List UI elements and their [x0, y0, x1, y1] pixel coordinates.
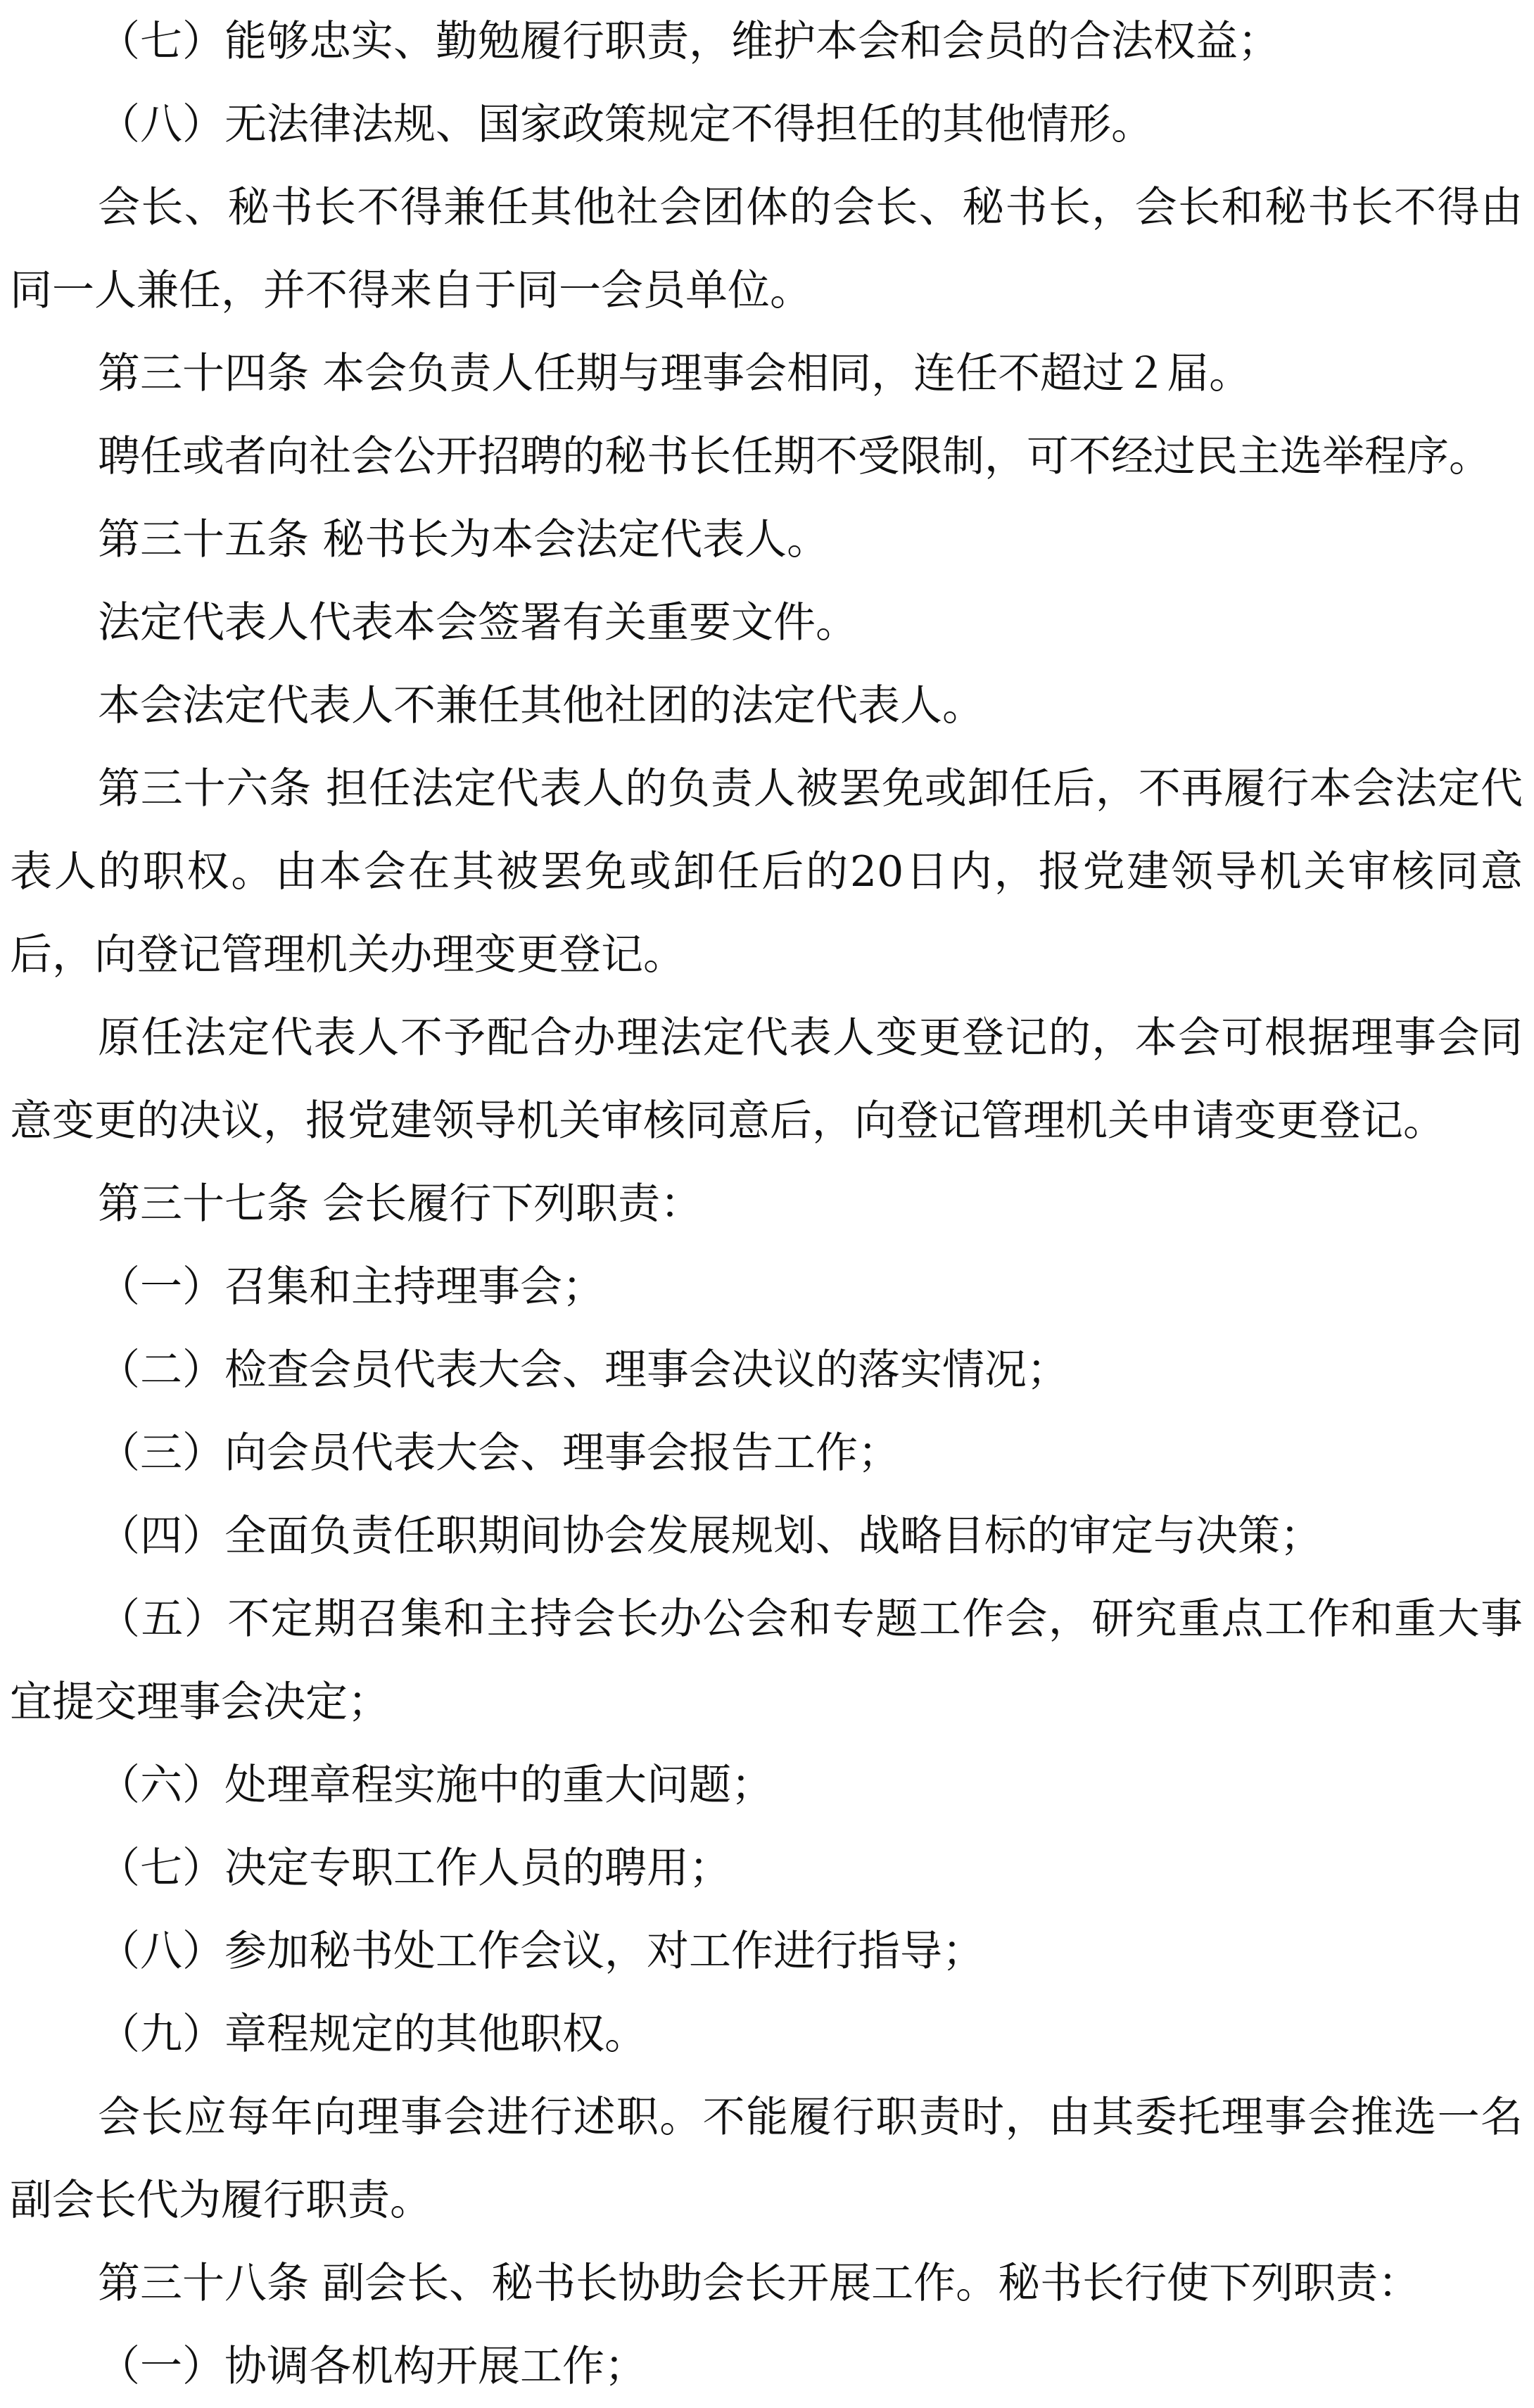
- duty-item-2: （二）检查会员代表大会、理事会决议的落实情况；: [98, 1345, 1069, 1395]
- paragraph-legal-rep-signing: 法定代表人代表本会签署有关重要文件。: [98, 598, 858, 647]
- paragraph-concurrent-post-rule: 会长、秘书长不得兼任其他社会团体的会长、秘书长，会长和秘书长不得由同一人兼任，并不得来自于同一会员单位。: [10, 183, 1523, 315]
- article-38: 第三十八条 副会长、秘书长协助会长开展工作。秘书长行使下列职责：: [98, 2259, 1421, 2308]
- paragraph-item-7: （七）能够忠实、勤勉履行职责，维护本会和会员的合法权益；: [98, 17, 1280, 66]
- duty-item-8: （八）参加秘书处工作会议，对工作进行指导；: [98, 1927, 984, 1976]
- paragraph-secretary-term: 聘任或者向社会公开招聘的秘书长任期不受限制，可不经过民主选举程序。: [98, 432, 1491, 481]
- paragraph-legal-rep-change: 原任法定代表人不予配合办理法定代表人变更登记的，本会可根据理事会同意变更的决议，报党建领导机关审核同意后，向登记管理机关申请变更登记。: [10, 1013, 1523, 1146]
- document-body: [10, 0, 1523, 2408]
- duty-item-5: （五）不定期召集和主持会长办公会和专题工作会，研究重点工作和重大事宜提交理事会决定；: [10, 1595, 1523, 1727]
- duty-item-7: （七）决定专职工作人员的聘用；: [98, 1844, 731, 1893]
- duty-item-3: （三）向会员代表大会、理事会报告工作；: [98, 1428, 900, 1478]
- paragraph-president-report: 会长应每年向理事会进行述职。不能履行职责时，由其委托理事会推选一名副会长代为履行职责。: [10, 2093, 1523, 2225]
- paragraph-legal-rep-no-concurrent: 本会法定代表人不兼任其他社团的法定代表人。: [98, 681, 984, 730]
- paragraph-item-8: （八）无法律法规、国家政策规定不得担任的其他情形。: [98, 100, 1153, 149]
- article-34: 第三十四条 本会负责人任期与理事会相同，连任不超过２届。: [98, 349, 1252, 398]
- secretary-duty-item-1: （一）协调各机构开展工作；: [98, 2342, 647, 2391]
- duty-item-4: （四）全面负责任职期间协会发展规划、战略目标的审定与决策；: [98, 1512, 1322, 1561]
- duty-item-9: （九）章程规定的其他职权。: [98, 2010, 647, 2059]
- article-35: 第三十五条 秘书长为本会法定代表人。: [98, 515, 830, 564]
- article-37: 第三十七条 会长履行下列职责：: [98, 1179, 703, 1229]
- article-36: 第三十六条 担任法定代表人的负责人被罢免或卸任后，不再履行本会法定代表人的职权。由本会在其被罢免或卸任后的20日内，报党建领导机关审核同意后，向登记管理机关办理变更登记。: [10, 764, 1523, 980]
- duty-item-1: （一）召集和主持理事会；: [98, 1262, 604, 1312]
- duty-item-6: （六）处理章程实施中的重大问题；: [98, 1761, 773, 1810]
